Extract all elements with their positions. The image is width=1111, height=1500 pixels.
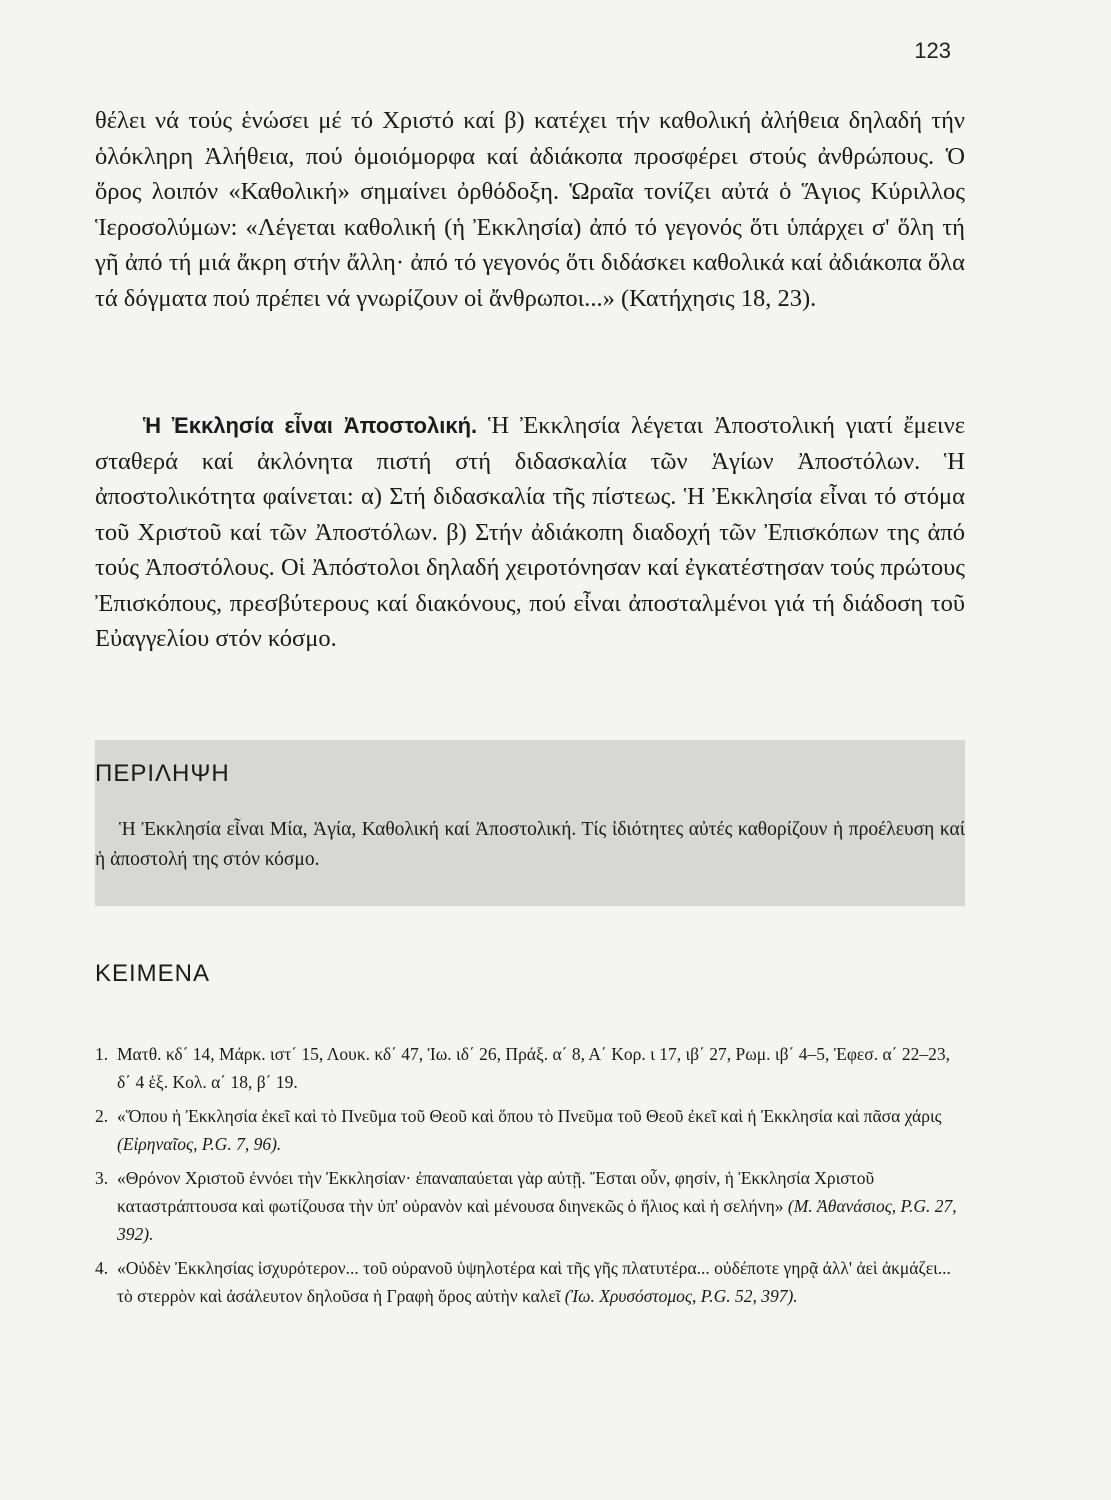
reference-citation: (Μ. Ἀθανάσιος, P.G. 27, 392). <box>117 1196 957 1244</box>
reference-item-1 <box>95 1040 965 1096</box>
body-paragraph-2 <box>95 408 965 657</box>
paragraph-text: θέλει νά τούς ἑνώσει μέ τό Χριστό καί β) κατέχει τήν καθολική ἀλήθεια δηλαδή τήν ὁλόκληρη Ἀλήθεια, πού ὁμοιόμορφα καί ἀδιάκοπα προσφέρει στούς ἀνθρώπους. Ὁ ὅρος λοιπόν «Καθολική» σημαίνει ὀρθόδοξη. Ὡραῖα τονίζει αὐτά ὁ Ἅγιος Κύριλλος Ἱεροσολύμων: «Λέγεται καθολική (ἡ Ἐκκλησία) ἀπό τό γεγονός ὅτι ὑπάρχει σ' ὅλη τή γῆ ἀπό τή μιά ἄκρη στήν ἄλλη· ἀπό τό γεγονός ὅτι διδάσκει καθολικά καί ἀδιάκοπα ὅλα τά δόγματα πού πρέπει νά γνωρίζουν οἱ ἄνθρωποι...» (Κατήχησις 18, 23). <box>95 107 965 312</box>
paragraph-text: Ἡ Ἐκκλησία λέγεται Ἀποστολική γιατί ἔμεινε σταθερά καί ἀκλόνητα πιστή στή διδασκαλία τῶν Ἁγίων Ἀποστόλων. Ἡ ἀποστολικότητα φαίνεται: α) Στή διδασκαλία τῆς πίστεως. Ἡ Ἐκκλησία εἶναι τό στόμα τοῦ Χριστοῦ καί τῶν Ἀποστόλων. β) Στήν ἀδιάκοπη διαδοχή τῶν Ἐπισκόπων της ἀπό τούς Ἀποστόλους. Οἱ Ἀπόστολοι δηλαδή χειροτόνησαν καί ἐγκατέστησαν τούς πρώτους Ἐπισκόπους, πρεσβύτερους καί διακόνους, πού εἶναι ἀποσταλμένοι γιά τή διάδοση τοῦ Εὐαγγελίου στόν κόσμο. <box>95 412 966 652</box>
summary-title: ΠΕΡΙΛΗΨΗ <box>95 760 230 787</box>
section-heading-apostolic: Ἡ Ἐκκλησία εἶναι Ἀποστολική. <box>143 413 478 438</box>
reference-citation: (Εἰρηναῖος, P.G. 7, 96). <box>117 1134 282 1154</box>
reference-number: 2. <box>95 1106 109 1126</box>
body-paragraph-1 <box>95 103 965 316</box>
reference-text: «Οὐδὲν Ἐκκλησίας ἰσχυρότερον... τοῦ οὐρανοῦ ὑψηλοτέρα καὶ τῆς γῆς πλατυτέρα... οὐδέποτε γηρᾷ ἀλλ' ἀεὶ ἀκμάζει... τὸ στερρὸν καὶ ἀσάλευτον δηλοῦσα ἡ Γραφὴ ὄρος αὐτὴν καλεῖ <box>117 1258 951 1306</box>
reference-item-2 <box>95 1102 965 1158</box>
summary-box <box>95 740 965 906</box>
reference-text: «Θρόνον Χριστοῦ ἐννόει τὴν Ἐκκλησίαν· ἐπαναπαύεται γὰρ αὐτῇ. Ἔσται οὖν, φησίν, ἡ Ἐκκλησία Χριστοῦ καταστράπτουσα καὶ φωτίζουσα τὴν ὑπ' οὐρανὸν καὶ μένουσα διηνεκῶς ὁ ἥλιος καὶ ἡ σελήνη» <box>117 1168 875 1216</box>
reference-text: «Ὅπου ἡ Ἐκκλησία ἐκεῖ καὶ τὸ Πνεῦμα τοῦ Θεοῦ καὶ ὅπου τὸ Πνεῦμα τοῦ Θεοῦ ἐκεῖ καὶ ἡ Ἐκκλησία καὶ πᾶσα χάρις <box>117 1106 942 1126</box>
reference-number: 3. <box>95 1168 109 1188</box>
page-number: 123 <box>914 38 951 63</box>
reference-list <box>95 1040 965 1316</box>
reference-item-3 <box>95 1164 965 1248</box>
reference-citation: (Ἰω. Χρυσόστομος, P.G. 52, 397). <box>564 1286 798 1306</box>
reference-number: 4. <box>95 1258 109 1278</box>
summary-text <box>95 815 965 875</box>
reference-text: Ματθ. κδ΄ 14, Μάρκ. ιστ΄ 15, Λουκ. κδ΄ 47, Ἰω. ιδ΄ 26, Πράξ. α΄ 8, Α΄ Κορ. ι 17, ιβ΄ 27, Ρωμ. ιβ΄ 4–5, Ἐφεσ. α΄ 22–23, δ΄ 4 ἑξ. Κολ. α΄ 18, β΄ 19. <box>117 1044 950 1092</box>
texts-title: ΚΕΙΜΕΝΑ <box>95 960 211 987</box>
reference-item-4 <box>95 1254 965 1310</box>
summary-text-content: Ἡ Ἐκκλησία εἶναι Μία, Ἁγία, Καθολική καί Ἀποστολική. Τίς ἰδιότητες αὐτές καθορίζουν ἡ προέλευση καί ἡ ἀποστολή της στόν κόσμο. <box>95 819 965 870</box>
reference-number: 1. <box>95 1044 109 1064</box>
